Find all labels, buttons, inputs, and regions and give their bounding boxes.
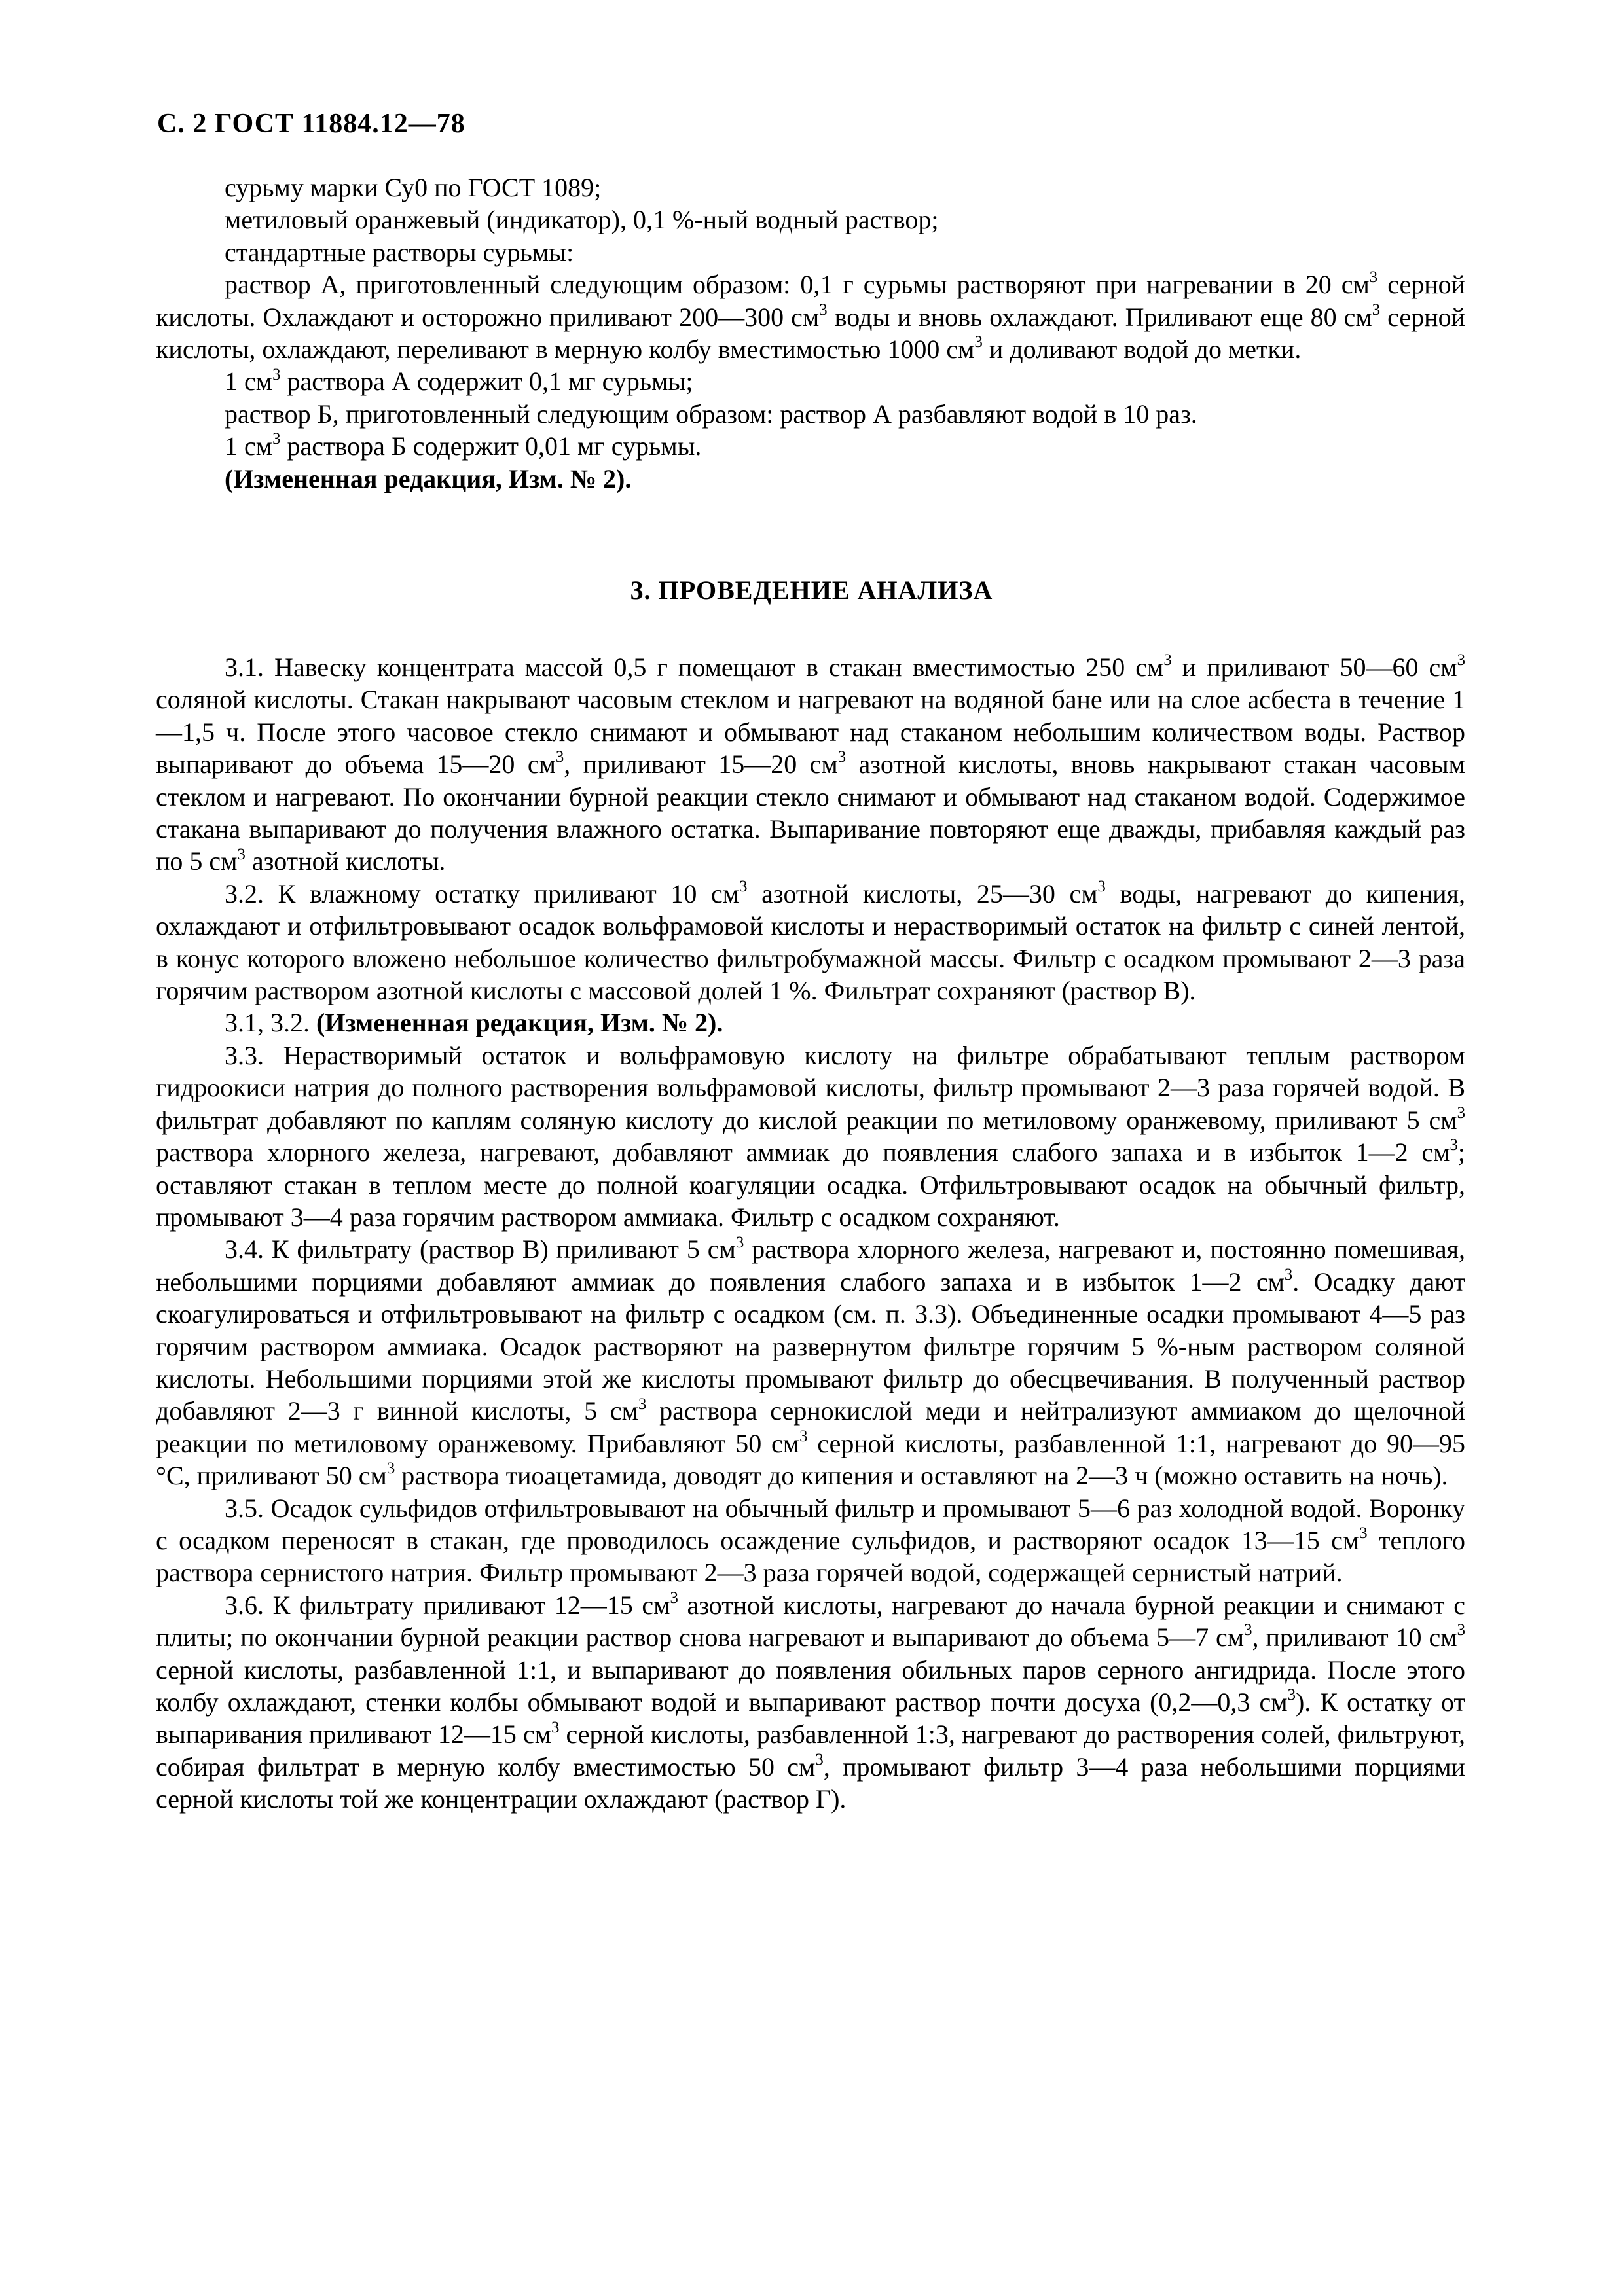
reagents-list (156, 171, 1465, 495)
reagent-line: 1 $см^3$ раствора Б содержит 0,01 мг сурьмы. (225, 430, 702, 461)
amendment-note: (Измененная редакция, Изм. № 2). (316, 1008, 723, 1038)
procedure-paragraph: 3.6. К фильтрату приливают 12—15 $см^3$ азотной кислоты, нагревают до начала бурной реакции и снимают с плиты; по окончании бурной реакции раствор снова нагревают и выпаривают до объема 5—7 $см^3$, приливают 10 $см^3$ серной кислоты, разбавленной 1:1, и выпаривают до появления обильных паров серного ангидрида. После этого колбу охлаждают, стенки колбы обмывают водой и выпаривают раствор почти досуха (0,2—0,3 $см^3$). К остатку от выпаривания приливают 12—15 $см^3$ серной кислоты, разбавленной 1:3, нагревают до растворения солей, фильтруют, собирая фильтрат в мерную колбу вместимостью 50 $см^3$, промывают фильтр 3—4 раза небольшими порциями серной кислоты той же концентрации охлаждают (раствор Г). (156, 1588, 1465, 1814)
reagent-line: метиловый оранжевый (индикатор), 0,1 %-ный водный раствор; (225, 205, 939, 235)
reagent-line: раствор А, приготовленный следующим образом: 0,1 г сурьмы растворяют при нагревании в 20 $см^3$ серной кислоты. Охлаждают и осторожно приливают 200—300 $см^3$ воды и вновь охлаждают. Приливают еще 80 $см^3$ серной кислоты, охлаждают, переливают в мерную колбу вместимостью 1000 $см^3$ и доливают водой до метки. (156, 268, 1466, 365)
procedure-paragraph: 3.4. К фильтрату (раствор В) приливают 5 $см^3$ раствора хлорного железа, нагревают и, постоянно помешивая, небольшими порциями добавляют аммиак до появления слабого запаха и в избыток 1—2 $см^3$. Осадку дают скоагулироваться и отфильтровывают на фильтр с осадком (см. п. 3.3). Объединенные осадки промывают 4—5 раз горячим раствором аммиака. Осадок растворяют на развернутом фильтре горячим 5 %-ным раствором соляной кислоты. Небольшими порциями этой же кислоты промывают фильтр до обесцвечивания. В полученный раствор добавляют 2—3 г винной кислоты, 5 $см^3$ раствора сернокислой меди и нейтрализуют аммиаком до щелочной реакции по метиловому оранжевому. Прибавляют 50 $см^3$ серной кислоты, разбавленной 1:1, нагревают до 90—95 °С, приливают 50 $см^3$ раствора тиоацетамида, доводят до кипения и оставляют на 2—3 ч (можно оставить на ночь). (156, 1233, 1465, 1491)
procedure-paragraph: 3.3. Нерастворимый остаток и вольфрамовую кислоту на фильтре обрабатывают теплым раствором гидроокиси натрия до полного растворения вольфрамовой кислоты, фильтр промывают 2—3 раза горячей водой. В фильтрат добавляют по каплям соляную кислоту до кислой реакции по метиловому оранжевому, приливают 5 $см^3$ раствора хлорного железа, нагревают, добавляют аммиак до появления слабого запаха и в избыток 1—2 $см^3$; оставляют стакан в теплом месте до полной коагуляции осадка. Отфильтровывают осадок на обычный фильтр, промывают 3—4 раза горячим раствором аммиака. Фильтр с осадком сохраняют. (156, 1040, 1465, 1232)
procedure-paragraph: 3.2. К влажному остатку приливают 10 $см^3$ азотной кислоты, 25—30 $см^3$ воды, нагревают до кипения, охлаждают и отфильтровывают осадок вольфрамовой кислоты и нерастворимый остаток на фильтр с синей лентой, в конус которого вложено небольшое количество фильтробумажной массы. Фильтр с осадком промывают 2—3 раза горячим раствором азотной кислоты с массовой долей 1 %. Фильтрат сохраняют (раствор В). (156, 878, 1465, 1006)
reagent-line: раствор Б, приготовленный следующим образом: раствор А разбавляют водой в 10 раз. (225, 399, 1197, 429)
reagent-line: стандартные растворы сурьмы: (225, 237, 574, 267)
analysis-procedure (156, 651, 1465, 1816)
amendment-note: (Измененная редакция, Изм. № 2). (225, 463, 632, 493)
reagent-line: 1 $см^3$ раствора А содержит 0,1 мг сурьмы; (225, 365, 693, 397)
amendment-line (156, 1007, 1465, 1039)
section-title: 3. ПРОВЕДЕНИЕ АНАЛИЗА (630, 575, 993, 605)
procedure-paragraph: 3.1. Навеску концентрата массой 0,5 г помещают в стакан вместимостью 250 $см^3$ и приливают 50—60 $см^3$ соляной кислоты. Стакан накрывают часовым стеклом и нагревают на водяной бане или на слое асбеста в течение 1—1,5 ч. После этого часовое стекло снимают и обмывают над стаканом небольшим количеством воды. Раствор выпаривают до объема 15—20 $см^3$, приливают 15—20 $см^3$ азотной кислоты, вновь накрывают стакан часовым стеклом и нагревают. По окончании бурной реакции стекло снимают и обмывают над стаканом водой. Содержимое стакана выпаривают до получения влажного остатка. Выпаривание повторяют еще дважды, прибавляя каждый раз по 5 $см^3$ азотной кислоты. (156, 651, 1466, 876)
amendment-prefix: 3.1, 3.2. (225, 1008, 310, 1038)
reagent-line: сурьму марки Су0 по ГОСТ 1089; (225, 173, 602, 202)
page-header: С. 2 ГОСТ 11884.12—78 (157, 109, 465, 139)
procedure-paragraph: 3.5. Осадок сульфидов отфильтровывают на обычный фильтр и промывают 5—6 раз холодной водой. Воронку с осадком переносят в стакан, где проводилось осаждение сульфидов, и растворяют осадок 13—15 $см^3$ теплого раствора сернистого натрия. Фильтр промывают 2—3 раза горячей водой, содержащей сернистый натрий. (156, 1493, 1465, 1588)
